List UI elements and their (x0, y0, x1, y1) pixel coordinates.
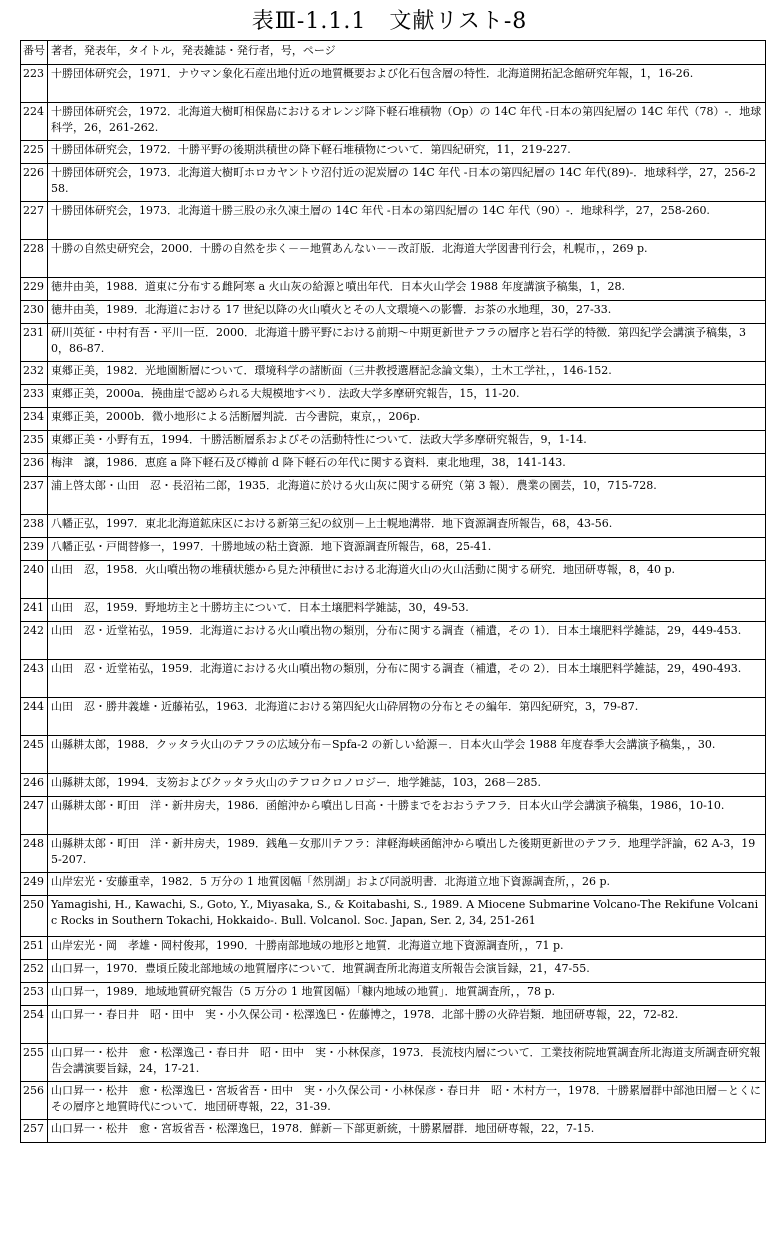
row-reference: 山縣耕太郎・町田 洋・新井房夫，1986．函館沖から噴出し日高・十勝までをおおうテフラ．日本火山学会講演予稿集，1986，10-10. (48, 797, 766, 835)
row-reference: 山口昇一，1989．地域地質研究報告（5 万分の 1 地質図幅）「糠内地域の地質」．地質調査所，，78 p. (48, 983, 766, 1006)
table-row (21, 660, 766, 698)
row-number: 237 (21, 477, 48, 515)
row-reference: 山田 忍・近堂祐弘，1959．北海道における火山噴出物の類別，分布に関する調査（補遺，その 1）．日本土壌肥料学雑誌，29，449-453. (48, 622, 766, 660)
row-number: 229 (21, 278, 48, 301)
row-reference: 山口昇一・春日井 昭・田中 実・小久保公司・松澤逸巳・佐藤博之，1978．北部十勝の火砕岩類．地団研専報，22，72-82. (48, 1006, 766, 1044)
table-header-row (21, 41, 766, 65)
row-reference: 八幡正弘・戸間替修一，1997．十勝地域の粘土資源．地下資源調査所報告，68，25-41. (48, 538, 766, 561)
page-title: 表Ⅲ-1.1.1 文献リスト-8 (251, 9, 528, 34)
row-number: 238 (21, 515, 48, 538)
row-number: 239 (21, 538, 48, 561)
row-number: 247 (21, 797, 48, 835)
row-reference: 梅津 譲，1986．恵庭 a 降下軽石及び樽前 d 降下軽石の年代に関する資料．東北地理，38，141-143. (48, 454, 766, 477)
row-number: 250 (21, 896, 48, 937)
row-reference: 八幡正弘，1997．東北北海道鉱床区における新第三紀の紋別－上士幌地溝帯．地下資源調査所報告，68，43-56. (48, 515, 766, 538)
row-number: 232 (21, 362, 48, 385)
table-row (21, 896, 766, 937)
row-reference: 山縣耕太郎，1994．支笏およびクッタラ火山のテフロクロノロジー．地学雑誌，103，268－285. (48, 774, 766, 797)
table-row (21, 1006, 766, 1044)
table-row (21, 937, 766, 960)
row-number: 252 (21, 960, 48, 983)
table-row (21, 1082, 766, 1120)
row-number: 234 (21, 408, 48, 431)
row-reference: 山田 忍・勝井義雄・近藤祐弘，1963．北海道における第四紀火山砕屑物の分布とその編年．第四紀研究，3，79-87. (48, 698, 766, 736)
table-row (21, 164, 766, 202)
table-row (21, 538, 766, 561)
row-number: 254 (21, 1006, 48, 1044)
table-row (21, 454, 766, 477)
row-reference: 山口昇一・松井 愈・宮坂省吾・松澤逸巳，1978．鮮新－下部更新統，十勝累層群．地団研専報，22，7-15. (48, 1120, 766, 1143)
table-row (21, 983, 766, 1006)
row-number: 241 (21, 599, 48, 622)
row-number: 243 (21, 660, 48, 698)
table-row (21, 385, 766, 408)
table-row (21, 1044, 766, 1082)
header-desc: 著者，発表年，タイトル，発表雑誌・発行者，号，ページ (48, 41, 766, 65)
row-number: 249 (21, 873, 48, 896)
table-row (21, 774, 766, 797)
row-reference: 東郷正美，2000b．微小地形による活断層判読．古今書院，東京，，206p. (48, 408, 766, 431)
row-reference: 山岸宏光・安藤重幸，1982．5 万分の 1 地質図幅「然別湖」および同説明書．北海道立地下資源調査所，，26 p. (48, 873, 766, 896)
table-row (21, 797, 766, 835)
row-number: 231 (21, 324, 48, 362)
table-row (21, 431, 766, 454)
table-row (21, 141, 766, 164)
row-number: 244 (21, 698, 48, 736)
table-row (21, 324, 766, 362)
row-reference: 十勝団体研究会，1971．ナウマン象化石産出地付近の地質概要および化石包含層の特性．北海道開拓記念館研究年報，1，16-26. (48, 65, 766, 103)
table-row (21, 202, 766, 240)
row-reference: 山口昇一・松井 愈・松澤逸巳・宮坂省吾・田中 実・小久保公司・小林保彦・春日井 昭・木村方一，1978．十勝累層群中部池田層－とくにその層序と地質時代について．地団研専報，22，31-39. (48, 1082, 766, 1120)
row-number: 248 (21, 835, 48, 873)
table-row (21, 1120, 766, 1143)
row-reference: 山田 忍，1959．野地坊主と十勝坊主について．日本土壌肥料学雑誌，30，49-53. (48, 599, 766, 622)
row-number: 245 (21, 736, 48, 774)
row-reference: Yamagishi, H., Kawachi, S., Goto, Y., Miyasaka, S., & Koitabashi, S., 1989. A Miocene Submarine Volcano-The Rekifune Volcanic Rocks in Southern Tokachi, Hokkaido-. Bull. Volcanol. Soc. Japan, Ser. 2, 34, 251-261 (48, 896, 766, 937)
row-reference: 十勝団体研究会，1973．北海道大樹町ホロカヤントウ沼付近の泥炭層の 14C 年代 -日本の第四紀層の 14C 年代(89)-．地球科学，27，256-258. (48, 164, 766, 202)
row-reference: 徳井由美，1989．北海道における 17 世紀以降の火山噴火とその人文環境への影響．お茶の水地理，30，27-33. (48, 301, 766, 324)
row-number: 242 (21, 622, 48, 660)
row-reference: 東郷正美・小野有五，1994．十勝活断層系およびその活動特性について．法政大学多摩研究報告，9，1-14. (48, 431, 766, 454)
row-number: 226 (21, 164, 48, 202)
row-reference: 浦上啓太郎・山田 忍・長沼祐二郎，1935．北海道に於ける火山灰に関する研究（第 3 報）．農業の園芸，10，715-728. (48, 477, 766, 515)
table-row (21, 408, 766, 431)
row-number: 246 (21, 774, 48, 797)
row-number: 255 (21, 1044, 48, 1082)
row-number: 240 (21, 561, 48, 599)
row-number: 251 (21, 937, 48, 960)
table-row (21, 698, 766, 736)
row-number: 257 (21, 1120, 48, 1143)
table-row (21, 362, 766, 385)
row-reference: 十勝団体研究会，1973．北海道十勝三股の永久凍土層の 14C 年代 -日本の第四紀層の 14C 年代（90）-．地球科学，27，258-260. (48, 202, 766, 240)
row-number: 223 (21, 65, 48, 103)
table-row (21, 515, 766, 538)
row-reference: 山田 忍・近堂祐弘，1959．北海道における火山噴出物の類別，分布に関する調査（補遺，その 2）．日本土壌肥料学雑誌，29，490-493. (48, 660, 766, 698)
table-row (21, 599, 766, 622)
table-row (21, 736, 766, 774)
table-row (21, 65, 766, 103)
row-number: 228 (21, 240, 48, 278)
row-number: 256 (21, 1082, 48, 1120)
row-number: 235 (21, 431, 48, 454)
table-row (21, 960, 766, 983)
row-reference: 東郷正美，2000a．撓曲崖で認められる大規模地すべり．法政大学多摩研究報告，15，11-20. (48, 385, 766, 408)
table-row (21, 561, 766, 599)
row-number: 230 (21, 301, 48, 324)
row-reference: 十勝団体研究会，1972．北海道大樹町相保島におけるオレンジ降下軽石堆積物（Op）の 14C 年代 -日本の第四紀層の 14C 年代（78）-．地球科学，26，261-262. (48, 103, 766, 141)
row-reference: 山口昇一，1970．豊頃丘陵北部地域の地質層序について．地質調査所北海道支所報告会演旨録，21，47-55. (48, 960, 766, 983)
row-number: 225 (21, 141, 48, 164)
row-reference: 徳井由美，1988．道東に分布する雌阿寒 a 火山灰の給源と噴出年代．日本火山学会 1988 年度講演予稿集，1，28. (48, 278, 766, 301)
row-reference: 十勝団体研究会，1972．十勝平野の後期洪積世の降下軽石堆積物について．第四紀研究，11，219-227. (48, 141, 766, 164)
table-row (21, 240, 766, 278)
row-reference: 山口昇一・松井 愈・松澤逸己・春日井 昭・田中 実・小林保彦，1973．長流枝内層について．工業技術院地質調査所北海道支所調査研究報告会講演要旨録，24，17-21. (48, 1044, 766, 1082)
row-reference: 山縣耕太郎・町田 洋・新井房夫，1989．銭亀－女那川テフラ：津軽海峡函館沖から噴出した後期更新世のテフラ．地理学評論，62 A-3，195-207. (48, 835, 766, 873)
row-number: 224 (21, 103, 48, 141)
row-number: 236 (21, 454, 48, 477)
row-reference: 東郷正美，1982．光地園断層について．環境科学の諸断面（三井教授選暦記念論文集），土木工学社，，146-152. (48, 362, 766, 385)
row-number: 233 (21, 385, 48, 408)
table-row (21, 622, 766, 660)
row-reference: 研川英征・中村有吾・平川一臣．2000．北海道十勝平野における前期～中期更新世テフラの層序と岩石学的特徴．第四紀学会講演予稿集，30，86-87. (48, 324, 766, 362)
reference-table (20, 40, 766, 1143)
table-row (21, 835, 766, 873)
table-row (21, 278, 766, 301)
table-row (21, 873, 766, 896)
table-row (21, 301, 766, 324)
row-reference: 山田 忍，1958．火山噴出物の堆積状態から見た沖積世における北海道火山の火山活動に関する研究．地団研専報，8，40 p. (48, 561, 766, 599)
row-number: 227 (21, 202, 48, 240)
table-row (21, 477, 766, 515)
row-reference: 十勝の自然史研究会，2000．十勝の自然を歩く－－地質あんない－－改訂版．北海道大学図書刊行会，札幌市，，269 p. (48, 240, 766, 278)
row-number: 253 (21, 983, 48, 1006)
row-reference: 山岸宏光・岡 孝雄・岡村俊邦，1990．十勝南部地域の地形と地質．北海道立地下資源調査所，，71 p. (48, 937, 766, 960)
row-reference: 山縣耕太郎，1988．クッタラ火山のテフラの広域分布－Spfa-2 の新しい給源－．日本火山学会 1988 年度春季大会講演予稿集，，30. (48, 736, 766, 774)
table-row (21, 103, 766, 141)
header-num: 番号 (21, 41, 48, 65)
